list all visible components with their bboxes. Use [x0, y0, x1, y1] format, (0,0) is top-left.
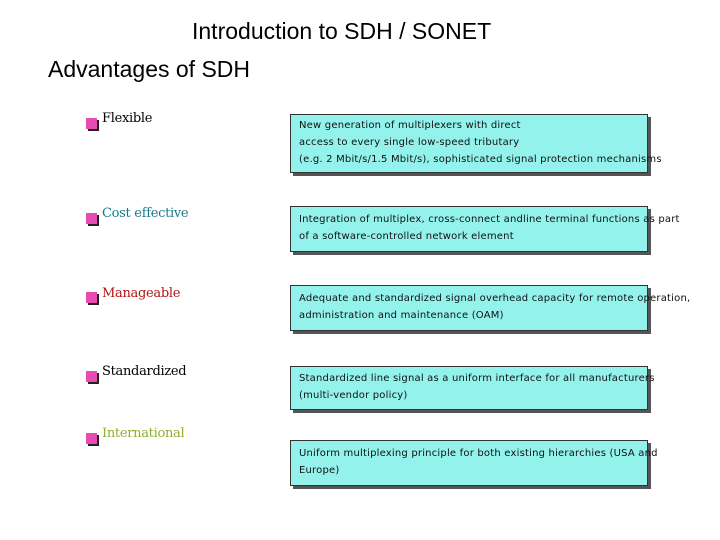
description-line: Europe) — [299, 465, 340, 476]
bullet-square-icon — [86, 371, 97, 382]
bullet-square-icon — [86, 118, 97, 129]
advantage-description-manageable — [290, 285, 691, 331]
advantage-description-standardized — [290, 366, 655, 410]
description-line: (e.g. 2 Mbit/s/1.5 Mbit/s), sophisticated signal protection mechanisms — [299, 154, 662, 165]
advantage-description-international — [290, 440, 658, 486]
advantage-description-cost-effective — [290, 206, 680, 252]
slide-subtitle: Advantages of SDH — [48, 56, 251, 82]
description-line: access to every single low-speed tributary — [299, 137, 520, 148]
advantage-label-standardized: Standardized — [102, 364, 187, 379]
slide-title: Introduction to SDH / SONET — [192, 18, 492, 44]
bullet-square-icon — [86, 433, 97, 444]
advantage-label-cost-effective: Cost effective — [102, 206, 189, 221]
advantage-label-international: International — [102, 426, 185, 441]
description-line: (multi-vendor policy) — [299, 390, 408, 401]
description-line: Adequate and standardized signal overhead capacity for remote operation, — [299, 293, 691, 304]
advantage-label-manageable: Manageable — [102, 286, 181, 301]
description-line: administration and maintenance (OAM) — [299, 310, 504, 321]
description-line: Uniform multiplexing principle for both existing hierarchies (USA and — [299, 448, 658, 459]
bullet-square-icon — [86, 292, 97, 303]
description-line: Standardized line signal as a uniform interface for all manufacturers — [299, 373, 655, 384]
advantage-description-flexible — [290, 114, 662, 173]
description-line: Integration of multiplex, cross-connect andline terminal functions as part — [299, 214, 680, 225]
description-line: of a software-controlled network element — [299, 231, 514, 242]
bullet-square-icon — [86, 213, 97, 224]
advantage-label-flexible: Flexible — [102, 111, 153, 126]
description-line: New generation of multiplexers with direct — [299, 120, 521, 131]
